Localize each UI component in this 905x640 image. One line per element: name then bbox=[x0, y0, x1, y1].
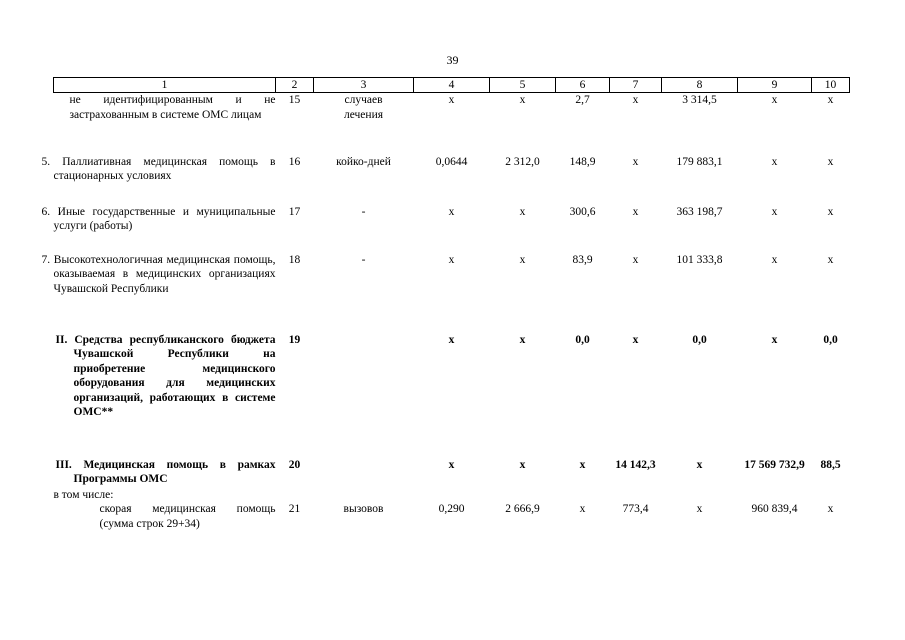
cell-c8 bbox=[662, 488, 738, 503]
row-code: 18 bbox=[288, 253, 301, 266]
row-name: 7. Высокотехнологичная медицинская помощь, оказываемая в медицинских организациях Чувашской Республики bbox=[41, 253, 276, 295]
cell-c7 bbox=[610, 488, 662, 503]
cell-c10: 88,5 bbox=[820, 458, 841, 471]
cell-c4 bbox=[414, 488, 490, 503]
row-unit: вызовов bbox=[343, 503, 384, 515]
row-unit: случаев лечения bbox=[343, 94, 384, 121]
header-cell: 8 bbox=[662, 78, 738, 93]
cell-c7: 773,4 bbox=[622, 503, 649, 515]
header-cell: 2 bbox=[276, 78, 314, 93]
row-code: 15 bbox=[288, 94, 301, 106]
header-cell: 3 bbox=[314, 78, 414, 93]
cell-c8: х bbox=[696, 458, 703, 471]
cell-c6: 2,7 bbox=[575, 94, 590, 106]
row-code bbox=[276, 488, 314, 503]
cell-c5: х bbox=[519, 253, 526, 266]
cell-c4: х bbox=[448, 458, 455, 471]
cell-c10 bbox=[812, 488, 850, 503]
cell-c10: х bbox=[827, 94, 834, 106]
cell-c8: 363 198,7 bbox=[676, 205, 723, 218]
cell-c7: х bbox=[632, 253, 639, 266]
row-code: 19 bbox=[288, 333, 301, 346]
row-unit: койко-дней bbox=[336, 155, 391, 168]
row-code: 20 bbox=[288, 458, 301, 471]
cell-c9: х bbox=[771, 155, 778, 168]
cell-c4: х bbox=[448, 205, 455, 218]
row-unit: - bbox=[361, 205, 366, 218]
row-unit: - bbox=[361, 253, 366, 266]
cell-c8: 0,0 bbox=[692, 333, 707, 346]
row-code: 16 bbox=[288, 155, 301, 168]
cell-c7: х bbox=[632, 205, 639, 218]
cell-c7: 14 142,3 bbox=[615, 458, 656, 471]
cell-c6: х bbox=[579, 503, 586, 515]
row-unit bbox=[314, 488, 414, 503]
row-name: 5. Паллиативная медицинская помощь в стационарных условиях bbox=[41, 155, 276, 182]
row-name: скорая медицинская помощь (сумма строк 29+34) bbox=[99, 503, 276, 530]
row-name: не идентифицированным и не застрахованным в системе ОМС лицам bbox=[69, 94, 276, 121]
row-name: III. Медицинская помощь в рамках Программы ОМС bbox=[55, 458, 276, 485]
cell-c4: х bbox=[448, 253, 455, 266]
cell-c6: 83,9 bbox=[572, 253, 593, 266]
table-row bbox=[54, 488, 850, 503]
cell-c10: 0,0 bbox=[823, 333, 838, 346]
cell-c9: х bbox=[771, 253, 778, 266]
cell-c4: х bbox=[448, 94, 455, 106]
table-row bbox=[54, 458, 850, 488]
cell-c8: 101 333,8 bbox=[676, 253, 723, 266]
cell-c5: 2 312,0 bbox=[505, 155, 540, 168]
table-row bbox=[54, 502, 850, 534]
cell-c10: х bbox=[827, 503, 834, 515]
row-name: в том числе: bbox=[53, 488, 114, 501]
cell-c5: х bbox=[519, 458, 526, 471]
cell-c8: х bbox=[696, 503, 703, 515]
cell-c9: х bbox=[771, 333, 778, 346]
cell-c6: 148,9 bbox=[569, 155, 596, 168]
cell-c5: х bbox=[519, 94, 526, 106]
cell-c7: х bbox=[632, 94, 639, 106]
row-code: 21 bbox=[288, 503, 301, 515]
cell-c8: 179 883,1 bbox=[676, 155, 723, 168]
header-cell: 9 bbox=[738, 78, 812, 93]
cell-c9 bbox=[738, 488, 812, 503]
table-row bbox=[54, 205, 850, 253]
cell-c6: 0,0 bbox=[575, 333, 590, 346]
header-cell: 10 bbox=[812, 78, 850, 93]
data-table bbox=[41, 77, 850, 534]
cell-c10: х bbox=[827, 253, 834, 266]
cell-c4: 0,0644 bbox=[435, 155, 468, 168]
cell-c8: 3 314,5 bbox=[682, 94, 717, 106]
cell-c9: х bbox=[771, 205, 778, 218]
cell-c7: х bbox=[632, 155, 639, 168]
row-code: 17 bbox=[288, 205, 301, 218]
cell-c4: 0,290 bbox=[438, 503, 465, 515]
cell-c5: х bbox=[519, 333, 526, 346]
cell-c7: х bbox=[632, 333, 639, 346]
row-unit bbox=[314, 458, 414, 488]
header-cell: 1 bbox=[54, 78, 276, 93]
table-header-row bbox=[54, 78, 850, 93]
cell-c4: х bbox=[448, 333, 455, 346]
cell-c5: х bbox=[519, 205, 526, 218]
cell-c9: 960 839,4 bbox=[751, 503, 798, 515]
header-cell: 5 bbox=[490, 78, 556, 93]
table-row bbox=[54, 333, 850, 458]
row-name: II. Средства республиканского бюджета Чувашской Республики на приобретение медицинского оборудования для медицинских организаций, работающих в системе ОМС** bbox=[55, 333, 276, 418]
cell-c9: 17 569 732,9 bbox=[744, 458, 805, 471]
cell-c10: х bbox=[827, 155, 834, 168]
table-row bbox=[54, 93, 850, 155]
row-unit bbox=[314, 333, 414, 458]
table-row bbox=[54, 253, 850, 333]
cell-c6: 300,6 bbox=[569, 205, 596, 218]
header-cell: 4 bbox=[414, 78, 490, 93]
cell-c5: 2 666,9 bbox=[505, 503, 540, 515]
cell-c9: х bbox=[771, 94, 778, 106]
cell-c6: х bbox=[579, 458, 586, 471]
header-cell: 7 bbox=[610, 78, 662, 93]
table-row bbox=[54, 155, 850, 205]
cell-c6 bbox=[556, 488, 610, 503]
page-number: 39 bbox=[446, 53, 459, 67]
header-cell: 6 bbox=[556, 78, 610, 93]
row-name: 6. Иные государственные и муниципальные услуги (работы) bbox=[41, 205, 276, 232]
cell-c10: х bbox=[827, 205, 834, 218]
cell-c5 bbox=[490, 488, 556, 503]
